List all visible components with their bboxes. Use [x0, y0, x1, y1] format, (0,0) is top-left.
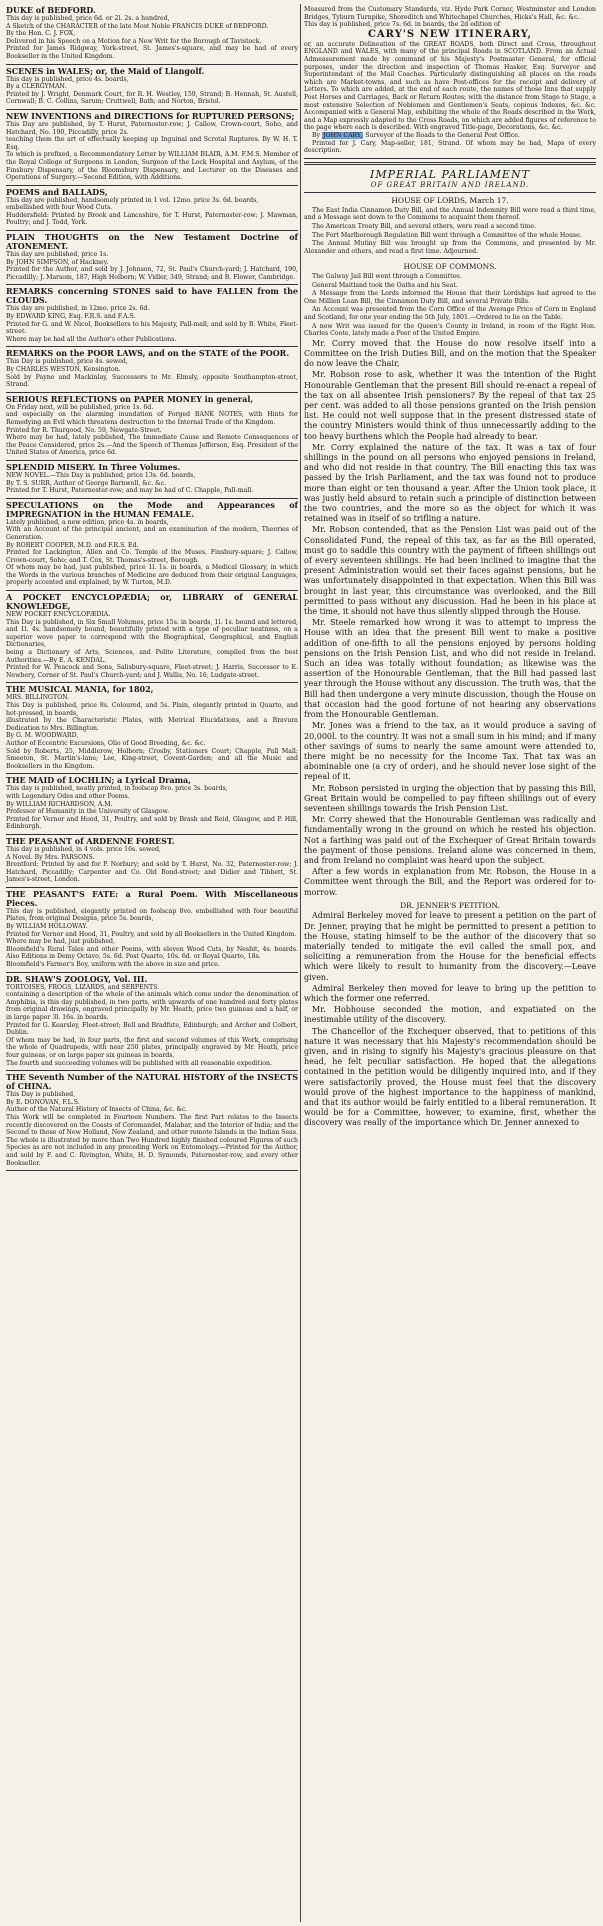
parliament-subtitle: OF GREAT BRITAIN AND IRELAND.	[370, 180, 530, 189]
paragraph: The Fort Marlborough Regulation Bill went through a Committee of the whole House.	[312, 231, 582, 239]
commons-proceedings	[304, 273, 596, 338]
advertisement	[6, 888, 298, 973]
section-rule	[304, 162, 596, 165]
advertisement-line: This day is published, in 4 vols. price 16s. sewed,	[6, 845, 161, 853]
paragraph: The Annual Mutiny Bill was brought up from the Commons, and presented by Mr. Alexander and others, and read a first time. Adjourned.	[304, 240, 596, 255]
paragraph: The Chancellor of the Exchequer observed, that to petitions of this nature it was necessary that his Majesty's recommendation should be given, and in rising to signify his Majesty's gracious pleasure on that head, he felt peculiar satisfaction. He hoped that the allegations contained in the petition would be diligently inquired into, and if they were satisfactorily proved, the House must feel that the discovery would prove of the highest importance to the happiness of mankind, and that its author would be fairly entitled to a liberal remuneration. It would be for a Committee, however, to examine, first, whether the discovery was really of the importance which Dr. Jenner annexed to	[304, 1026, 596, 1128]
advertisement	[6, 110, 298, 186]
advertisement-line: By ROBERT COOPER, M.D. and F.R.S. Ed.	[6, 541, 139, 549]
cary-itinerary-advert	[304, 4, 596, 159]
author-name-highlight: JOHN CARY,	[323, 131, 363, 139]
advertisement-line: Printed for Lackington, Allen and Co. Temple of the Muses, Finsbury-square; J. Callow, Crown-court, Soho; and T. Cox, St. Thomas's-street, Borough.	[6, 549, 298, 564]
advertisement-line: Sold by Payne and Mackinlay, Successors to Mr. Elmsly, opposite Southampton-street, Strand.	[6, 373, 298, 389]
parliament-column	[304, 4, 596, 1922]
advertisement-heading: REMARKS concerning STONES said to have FALLEN from the CLOUDS.	[6, 286, 298, 306]
paragraph: Mr. Corry shewed that the Honourable Gentleman was radically and fundamentally wrong in the ground on which he rested his objection. Not a farthing was paid out of the Exchequer of Great Britain towards the payment of those pensions. Ireland alone was concerned in them, and from Ireland no complaint was heard upon the subject.	[304, 815, 596, 865]
advertisement-line: This Day is published,	[6, 1091, 76, 1099]
paragraph: The East India Cinnamon Duty Bill, and the Annual Indemnity Bill were read a third time, and a Message sent down to the Commons to acquaint them thereof.	[304, 206, 596, 222]
advertisement-line: with Legendary Odes and other Poems.	[6, 792, 130, 800]
advertisement-line: being a Dictionary of Arts, Sciences, and Polite Literature, compiled from the best Authorities.—By E. A. KENDAL.	[6, 649, 298, 664]
cary-lead-line: Measured from the Customary Standards, viz. Hyde Park Corner, Westminster and London Bridges, Tyburn Turnpike, Shoreditch and Whitechapel Churches, Hicks's Hall, &c. &c.	[304, 6, 596, 21]
advertisement-line: Where may be had all the Author's other Publications.	[6, 335, 177, 343]
advertisement-line: By E. DONOVAN, F.L.S.	[6, 1098, 80, 1106]
advertisement-line: Professor of Humanity in the University of Glasgow.	[6, 808, 170, 816]
advertisements-column	[6, 4, 298, 1922]
advertisement-line: This day is published, neatly printed, in foolscap 8vo. price 3s. boards,	[6, 785, 228, 793]
advertisement-line: This Day is published, price 8s. Coloured, and 5s. Plain, elegantly printed in Quarto, and hot-pressed, in boards,	[6, 702, 298, 717]
advertisement-line: Printed for G. and W. Nicol, Booksellers to his Majesty, Pall-mall; and sold by B. White, Fleet-street.	[6, 320, 298, 336]
advertisement-line: TORTOISES, FROGS, LIZARDS, and SERPENTS.	[6, 983, 160, 991]
advertisement-line: A Novel. By Mrs. PARSONS.	[6, 853, 95, 861]
advertisement	[6, 393, 298, 461]
cary-head: CARY'S NEW ITINERARY,	[367, 28, 533, 40]
advertisement-line: The fourth and succeeding volumes will be published with all reasonable expedition.	[6, 1059, 272, 1067]
paragraph: Mr. Jones was a friend to the tax, as it would produce a saving of 20,000l. to the country. It was not a small sum in his mind; and if many other savings of sums to nearly the same amount were attended to, there might be no necessity for the Income Tax. That tax was an abominable one (a cry of order), and he should never lose sight of the repeal of it.	[304, 721, 596, 782]
advertisement-line: This day are published, price 1s.	[6, 251, 109, 259]
advertisement	[6, 65, 298, 110]
advertisement-line: containing a description of the whole of the animals which come under the denomination of Amphibia, is this day published, in two parts, with upwards of one hundred and forty plates from original drawings, engraved principally by Mr. Heath, price two guineas and a half, or in large paper 3l. 16s. in boards.	[6, 991, 298, 1021]
advertisement-heading: PLAIN THOUGHTS on the New Testament Doctrine of ATONEMENT.	[6, 232, 298, 252]
advertisement-line: Printed for G. Kearsley, Fleet-street; Bell and Bradfute, Edinburgh; and Archer and Colbert, Dublin.	[6, 1021, 298, 1037]
advertisement-heading: SPLENDID MISERY. In Three Volumes.	[6, 461, 181, 472]
paragraph: The American Treaty Bill, and several others, were read a second time.	[312, 223, 537, 231]
advertisement-line: Printed by J. Wright, Denmark Court, for R. H. Westley, 159, Strand; B. Hennah, St. Austell, Cornwall; B. C. Collins, Sarum; Cruttwell, Bath; and Norton, Bristol.	[6, 90, 298, 106]
irish-duties-debate	[304, 339, 596, 898]
advertisement-line: With an Account of the principal ancient, and an examination of the modern, Theories of Generation.	[6, 526, 298, 541]
advertisement	[6, 461, 298, 499]
paragraph: An Account was presented from the Corn Office of the Average Price of Corn in England and Scotland, for one year ending the 5th July, 1801.—Ordered to lie on the Table.	[304, 306, 596, 321]
advertisement-heading: THE MUSICAL MANIA, for 1802,	[6, 684, 154, 695]
advertisement-heading: SERIOUS REFLECTIONS on PAPER MONEY in general,	[6, 393, 254, 404]
lords-proceedings	[304, 207, 596, 256]
advertisement-heading: DR. SHAW'S ZOOLOGY, Vol. III.	[6, 973, 148, 984]
advertisement-line: A Sketch of the CHARACTER of the late Most Noble FRANCIS DUKE of BEDFORD.	[6, 22, 269, 30]
advertisement-line: By T. S. SURR, Author of George Barnwell, &c. &c.	[6, 479, 167, 487]
advertisement-line: Lately published, a new edition, price 4s. in boards,	[6, 518, 169, 526]
advertisement-line: This Day is published, in Six Small Volumes, price 15s. in boards, 1l. 1s. bound and lettered, and 1l. 4s. handsomely bound, beautifully printed with a type of peculiar neatness, on a superior wove paper to correspond with the Biographical, Geographical, and English Dictionaries,	[6, 618, 298, 649]
advertisement-line: Huddersfield: Printed by Brook and Lancashire, for T. Hurst, Paternoster-row; J. Mawman, Poultry; and J. Todd, York.	[6, 211, 298, 227]
advertisement-heading: REMARKS on the POOR LAWS, and on the STATE of the POOR.	[6, 348, 290, 359]
advertisement-line: NEW NOVEL.—This Day is published, price 13s. 6d. boards,	[6, 471, 196, 479]
advertisement-line: By the Hon. C. J. FOX,	[6, 30, 76, 38]
advertisement-line: Bloomfield's Farmer's Boy, uniform with the above in size and price.	[6, 961, 220, 969]
cary-by-prefix: By	[312, 131, 321, 139]
title-rule	[304, 192, 596, 193]
advertisement-line: Printed for Vernor and Hood, 31, Poultry, and sold by all Booksellers in the United Kingdom.	[6, 930, 297, 938]
advertisement-line: By a CLERGYMAN.	[6, 83, 67, 91]
advertisement	[6, 231, 298, 285]
advertisement-line: By EDWARD KING, Esq. F.R.S. and F.A.S.	[6, 313, 136, 321]
advertisement	[6, 591, 298, 683]
advertisement-heading: DUKE of BEDFORD.	[6, 5, 96, 15]
advertisement-line: MRS. BILLINGTON.	[6, 694, 70, 702]
paragraph: Mr. Corry explained the nature of the tax. It was a tax of four shillings in the pound on all persons who enjoyed pensions in Ireland, and who did not reside in that country. The Bill enacting this tax was passed by the Irish Parliament, and the tax was found not to produce more than eight or ten thousand a year. After the Union took place, it was justly held absurd to retain such a principle of distinction between the two countries, and the more so as the object for which it was retained was in itself of so trifling a nature.	[304, 442, 596, 524]
advertisement-line: and especially on the alarming inundation of Forged BANK NOTES, with Hints for Remedying an Evil which threatens destruction to the Internal Trade of the Kingdom.	[6, 411, 298, 426]
advertisement-heading: POEMS and BALLADS,	[6, 186, 108, 197]
cary-tail: Printed for J. Cary, Map-seller, 181, Strand. Of whom may be had, Maps of every description.	[304, 139, 596, 155]
advertisement	[6, 186, 298, 231]
advertisement-heading: SCENES in WALES; or, the Maid of Llangolf.	[6, 65, 205, 76]
advertisement-line: This day is published, elegantly printed on foolscap 8vo. embellished with four beautiful Plates, from original Designs, price 5s. boards,	[6, 907, 298, 923]
advertisement-heading: NEW INVENTIONS and DIRECTIONS for RUPTURED PERSONS;	[6, 110, 295, 121]
advertisement	[6, 973, 298, 1072]
commons-heading: HOUSE OF COMMONS.	[403, 262, 497, 272]
advertisement	[6, 285, 298, 347]
advertisement	[6, 347, 298, 392]
advertisement-line: Printed for Vernor and Hood, 31, Poultry, and sold by Brash and Reid, Glasgow, and P. Hill, Edinburgh.	[6, 815, 298, 831]
advertisement-line: This Work will be completed in Fourteen Numbers. The first Part relates to the Insects recently discovered on the Coasts of Coromandel, Malabar, and the Interior of India; and the Second to those of New Holland, New Zealand, and other remote Islands in the Indian Seas. The whole is illustrated by more than Two Hundred highly finished coloured Figures of such Species as are not included in any preceding Work on Entomology.—Printed for the Author, and sold by F. and C. Rivington, White, H. D. Symonds, Paternoster-row, and every other Bookseller.	[6, 1113, 298, 1167]
advertisement-line: illustrated by the Characteristic Plates, with Metrical Elucidations, and a Bravura Dedication to Mrs. Billington.	[6, 717, 298, 732]
advertisement-line: Printed for R. Thurgood, No. 59, Newgate-Street.	[6, 426, 162, 434]
parliament-title: IMPERIAL PARLIAMENT	[370, 167, 530, 181]
advertisement-heading: THE PEASANT'S FATE: a Rural Poem. With Miscellaneous Pieces.	[6, 888, 298, 908]
lords-heading: HOUSE OF LORDS, March 17.	[391, 196, 509, 206]
advertisement	[6, 683, 298, 774]
paragraph: After a few words in explanation from Mr. Robson, the House in a Committee went through the Bill, and the Report was ordered for to-morrow.	[304, 867, 596, 897]
advertisement-heading: A POCKET ENCYCLOPÆDIA; or, LIBRARY of GENERAL KNOWLEDGE,	[6, 592, 298, 612]
advertisement-line: Sold by Roberts, 25, Middlerow, Holborn; Crosby, Stationers Court; Chapple, Pall Mall; Smeeton, St. Martin's-lane; Lee, King-street, Covent-Garden; and all the Music and Booksellers in the Kingdom.	[6, 747, 298, 770]
paragraph: General Maitland took the Oaths and his Seat.	[312, 281, 458, 289]
advertisement-line: Author of the Natural History of Insects of China, &c. &c.	[6, 1106, 188, 1114]
cary-body-line: or, an accurate Delineation of the GREAT ROADS, both Direct and Cross, throughout ENGLAND and WALES, with many of the principal Roads in SCOTLAND. From an Actual Admeasurement made by command of his Majesty's Postmaster General, for official purposes, under the direction and inspection of Thomas Hasker, Esq. Surveyor and Superintendant of the Mail Coaches. Particularly distinguishing all places on the roads which are Market-towns, and such as have Post-offices for the receipt and delivery of Letters. To which are added, at the end of each route, the names of those Inns that supply Post Horses and Carriages, Back or Return Routes; with the distance from Stage to Stage, a most extensive Selection of Noblemen and Gentlemen's Seats, copious Indexes, &c. &c. Accompanied with a General Map, exhibiting the whole of the Roads described in the Work, and a Map expressly adapted to the Cross Roads, on which are added figures of reference to the page where each is described. With engraved Title-page, Decorations, &c. &c.	[304, 40, 596, 132]
advertisement-heading: THE PEASANT of ARDENNE FOREST.	[6, 835, 175, 846]
advertisement-line: Where may be had, just published,	[6, 938, 115, 946]
advertisement-line: Bloomfield's Rural Tales and other Poems, with eleven Wood Cuts, by Nesbit, 4s. boards. Also Editions in Demy Octavo, 5s. 6d. Post Quarto, 10s. 6d. or Royal Quarto, 18s.	[6, 945, 298, 961]
advertisement-line: Printed for T. Hurst, Paternoster-row; and may be had of C. Chapple, Pall-mall.	[6, 487, 254, 495]
column-divider	[300, 4, 301, 1922]
advertisement-line: Of whom may be had, in four parts, the first and second volumes of this Work, comprising the whole of Quadrupeds, with near 250 plates, principally engraved by Mr. Heath, price four guineas, or on large paper six guineas in boards.	[6, 1036, 298, 1059]
advertisement-line: By G. M. WOODWARD,	[6, 732, 79, 740]
advertisement	[6, 774, 298, 835]
advertisement-line: This Day is published, price 4s. sewed,	[6, 358, 128, 366]
paragraph: Mr. Robson persisted in urging the objection that by passing this Bill, Great Britain would be compelled to pay fifteen shillings out of every seventeen shillings towards the Irish Pension List.	[304, 783, 596, 813]
advertisement-line: By WILLIAM RICHARDSON, A.M.	[6, 800, 113, 808]
advertisement-line: By WILLIAM HOLLOWAY.	[6, 923, 88, 931]
paragraph: Mr. Steele remarked how wrong it was to attempt to impress the House with an idea that the present Bill went to make a positive addition of one-fifth to all the pensions enjoyed by persons holding pensions on the Irish Pension List, and who did not reside in Ireland. Such an idea was totally without foundation; as likewise was the assertion of the Honourable Gentleman, that the Bill had passed last year through the House without any discussion. The truth was, that the Bill had then undergone a very minute discussion, though the House on that occasion had the good fortune of not hearing any observations from the Honourable Gentleman.	[304, 618, 596, 720]
advertisement-line: Printed for W. Peacock and Sons, Salisbury-square, Fleet-street; J. Harris, Successor to E. Newbery, Corner of St. Paul's Church-yard; and J. Wallis, No. 16, Ludgate-street.	[6, 664, 298, 679]
paragraph: Mr. Robson rose to ask, whether it was the intention of the Right Honourable Gentleman that the present Bill should re-enact a repeal of the tax on all absentee Irish pensioners? By the repeal of that tax 25 per cent. was added to all those pensions granted on the Irish pension list. He could not well suppose that in the present distressed state of the country Ministers would think of thus unnecessarily adding to the too heavy burthens which the People had already to bear.	[304, 370, 596, 441]
advertisement-line: Brentford: Printed by and for P. Norbury; and sold by T. Hurst, No. 32, Paternoster-row; J. Hatchard, Piccadilly; Carpenter and Co. Old Bond-street; and Didier and Tibbett, St. James's-street, London.	[6, 861, 298, 884]
cary-lead	[304, 6, 596, 29]
cary-by-suffix: Surveyor of the Roads to the General Post Office.	[365, 131, 520, 139]
advertisement-line: This day are published, handsomely printed in 1 vol. 12mo. price 3s. 6d. boards,	[6, 196, 259, 204]
advertisement	[6, 1071, 298, 1171]
advertisement-line: Printed for James Ridgway, York-street, St. James's-square, and may be had of every Bookseller in the United Kingdom.	[6, 45, 298, 60]
advertisement-line: teaching them the art of effectually keeping up Inguinal and Scrotal Ruptures. By W. H. T. Esq.	[6, 136, 298, 151]
advertisement	[6, 4, 298, 65]
paragraph: Mr. Corry moved that the House do now resolve itself into a Committee on the Irish Duties Bill, and on the motion that the Speaker do now leave the Chair,	[304, 338, 596, 369]
advertisement	[6, 499, 298, 591]
house-rule	[420, 258, 480, 259]
cary-lead-line: This day is published, price 7s. 6d. in boards, the 2d edition of	[304, 21, 500, 29]
advertisement-line: This Day are published, by T. Hurst, Paternoster-row; J. Callow, Crown-court, Soho, and Hatchard, No. 190, Piccadilly, price 2s.	[6, 120, 298, 136]
advertisement-line: embellished with four Wood Cuts.	[6, 204, 113, 212]
cary-body	[304, 41, 596, 132]
advertisement-line: This day is published, price 6d. or 2l. 2s. a hundred,	[6, 15, 170, 22]
paragraph: A new Writ was issued for the Queen's County in Ireland, in room of the Right Hon. Charles Coote, lately made a Peer of the United Empire.	[304, 322, 596, 338]
advertisement-line: This day are published, in 12mo. price 2s. 6d.	[6, 305, 150, 313]
paragraph: Admiral Berkeley then moved for leave to bring up the petition to which the former one referred.	[304, 983, 596, 1003]
paragraph: Mr. Robson contended, that as the Pension List was paid out of the Consolidated Fund, the repeal of this tax, as far as the Bill operated, must go to saddle this country with the payment of fifteen shillings out of every seventeen shillings. He had been inclined to imagine that the present Administration would set their faces against pensions, but he was unfortunately disappointed in that expectation. When this Bill was brought in last year, this circumstance was overlooked, and the Bill permitted to pass without any discussion. Had he been in his place at the time, it should not have thus silently slipped through the House.	[304, 525, 596, 617]
paragraph: A Message from the Lords informed the House that their Lordships had agreed to the One Million Loan Bill, the Cinnamon Duty Bill, and several Private Bills.	[304, 290, 596, 305]
advertisement-line: Printed for the Author, and sold by J. Johnson, 72, St. Paul's Church-yard; J. Hatchard, 190, Piccadilly; J. Marsom, 187, High Holborn; W. Vidler, 349, Strand; and B. Flower, Cambridge.	[6, 266, 298, 281]
advertisement-line: By CHARLES WESTON, Kensington.	[6, 366, 121, 373]
advertisement-line: Where may be had, lately published, The Immediate Cause and Remote Consequences of the Peace Considered, price 2s.—And the Speech of Thomas Jefferson, Esq. President of the United States of America, price 6d.	[6, 434, 298, 457]
jenner-petition-text	[304, 911, 596, 1128]
advertisement-heading: THE MAID of LOCHLIN; a Lyrical Drama,	[6, 775, 191, 786]
advertisement-heading: SPECULATIONS on the Mode and Appearances of IMPREGNATION in the HUMAN FEMALE.	[6, 499, 298, 519]
advertisement-line: NEW POCKET ENCYCLOPÆDIA.	[6, 611, 111, 619]
advertisement-line: To which is prefixed, a Recommendatory Letter by WILLIAM BLAIR, A.M. F.M.S. Member of the Royal College of Surgeons in London, Surgeon of the Lock Hospital and Asylum, of the Finsbury Dispensary, of the Bloomsbury Dispensary, and Lecturer on the Diseases and Operations of Surgery.—Second Edition, with Additions.	[6, 151, 298, 182]
advertisement-line: This day is published, price 4s. boards,	[6, 75, 129, 83]
advertisement-line: Of whom may be had, just published, price 1l. 1s. in boards, a Medical Glossary, in which the Words in the various branches of Medicine are deduced from their original Languages, properly accented and explained, by W. Turton, M.D.	[6, 564, 298, 587]
paragraph: Mr. Hobhouse seconded the motion, and expatiated on the inestimable utility of the discovery.	[304, 1005, 596, 1025]
paragraph: Admiral Berkeley moved for leave to present a petition on the part of Dr. Jenner, praying that he might be permitted to present a petition to the House, stating himself to be the author of the discovery that so materially tended to mitigate the evil called the small pox, and soliciting a remuneration from the House for the beneficial effects which were likely to result to humanity from the discovery.—Leave given.	[304, 911, 596, 982]
advertisement-heading: THE Seventh Number of the NATURAL HISTORY of the INSECTS of CHINA.	[6, 1072, 298, 1092]
jenner-heading: DR. JENNER'S PETITION.	[400, 900, 500, 910]
paragraph: The Galway Jail Bill went through a Committee.	[312, 273, 462, 281]
advertisement-line: On Friday next, will be published, price 1s. 6d.	[6, 403, 154, 411]
advertisement	[6, 835, 298, 888]
advertisement-line: By JOHN SIMPSON, of Hackney.	[6, 258, 109, 266]
advertisement-line: Delivered in his Speech on a Motion for a New Writ for the Borough of Tavistock.	[6, 37, 262, 45]
advertisement-line: Author of Eccentric Excursions, Olio of Good Breeding, &c. &c.	[6, 739, 206, 747]
